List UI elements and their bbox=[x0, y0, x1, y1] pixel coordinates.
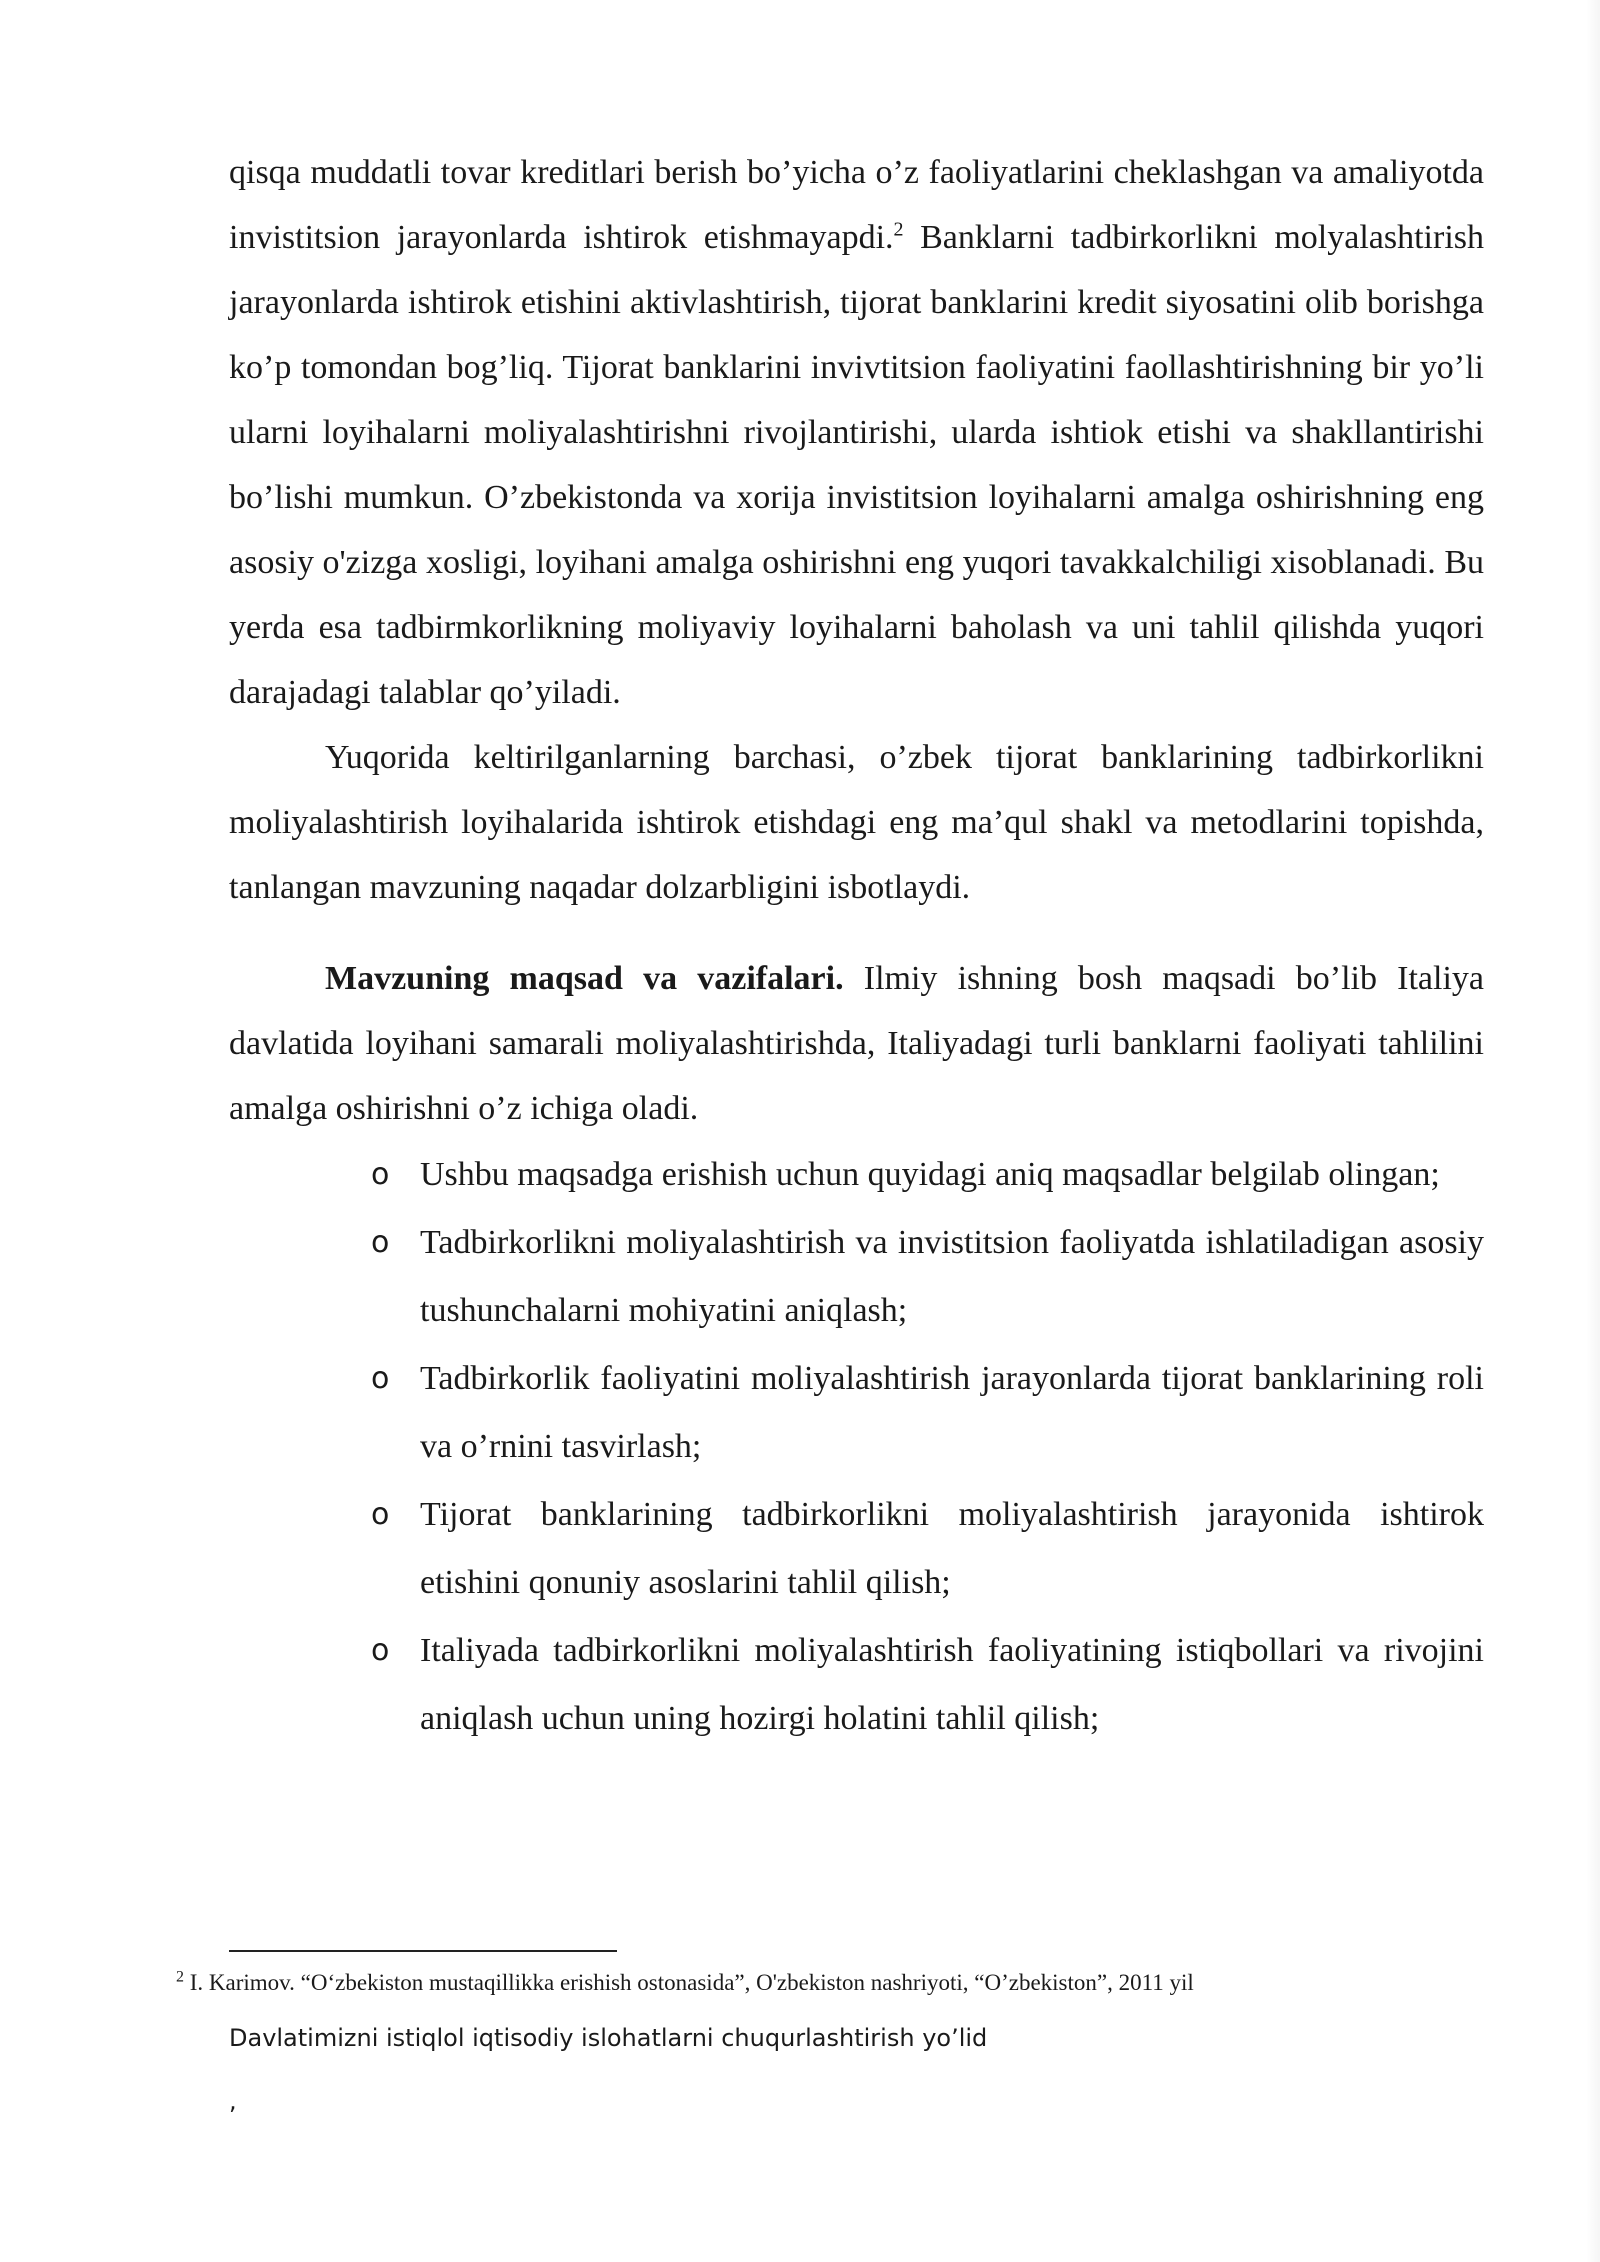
footnote-reference[interactable]: 2 bbox=[893, 218, 904, 241]
document-page bbox=[229, 140, 1484, 1753]
list-item-text: Tadbirkorlik faoliyatini moliyalashtirish jarayonlarda tijorat banklarining roli va o’rnini tasvirlash; bbox=[420, 1360, 1484, 1465]
objectives-list bbox=[229, 1141, 1484, 1753]
footnote-text: I. Karimov. “O‘zbekiston mustaqillikka erishish ostonasida”, O'zbekiston nashriyoti, “O’zbekiston”, 2011 yil bbox=[184, 1970, 1194, 1995]
bullet-icon: o bbox=[371, 1157, 390, 1192]
bullet-icon: o bbox=[371, 1225, 390, 1260]
paragraph-1-text: qisqa muddatli tovar kreditlari berish bo’yicha o’z faoliyatlarini cheklashgan va amaliyotda invistitsion jarayonlarda ishtirok etishmayapdi. bbox=[229, 154, 1484, 256]
body-paragraph-3 bbox=[229, 946, 1484, 1141]
bullet-icon: o bbox=[371, 1633, 390, 1668]
paragraph-1-rest: Banklarni tadbirkorlikni molyalashtirish jarayonlarda ishtirok etishini aktivlashtirish, tijorat banklarini kredit siyosatini olib borishga ko’p tomondan bog’liq. Tijorat banklarini invivtitsion faoliyatini faollashtirishning bir yo’li ularni loyihalarni moliyalashtirishni rivojlantirishi, ularda ishtiok etishi va shakllantirishi bo’lishi mumkun. O’zbekistonda va xorija invistitsion loyihalarni amalga oshirishning eng asosiy o'zizga xosligi, loyihani amalga oshirishni eng yuqori tavakkalchiligi xisoblanadi. Bu yerda esa tadbirmkorlikning moliyaviy loyihalarni baholash va uni tahlil qilishda yuqori darajadagi talablar qo’yiladi. bbox=[229, 219, 1484, 711]
section-heading: Mavzuning maqsad va vazifalari. bbox=[325, 960, 844, 997]
footnote-divider bbox=[229, 1950, 617, 1952]
body-paragraph-2: Yuqorida keltirilganlarning barchasi, o’zbek tijorat banklarining tadbirkorlikni moliyalashtirish loyihalarida ishtirok etishdagi eng ma’qul shakl va metodlarini topishda, tanlangan mavzuning naqadar dolzarbligini isbotlaydi. bbox=[229, 739, 1484, 906]
bullet-icon: o bbox=[371, 1497, 390, 1532]
bullet-icon: o bbox=[371, 1361, 390, 1396]
list-item bbox=[229, 1617, 1484, 1753]
footnote-number: 2 bbox=[176, 1968, 184, 1986]
footnote-continuation: Davlatimizni istiqlol iqtisodiy islohatlarni chuqurlashtirish yo’lid bbox=[229, 2024, 988, 2052]
list-item bbox=[229, 1209, 1484, 1345]
page-edge-shadow bbox=[1586, 0, 1600, 2262]
list-item-text: Ushbu maqsadga erishish uchun quyidagi aniq maqsadlar belgilab olingan; bbox=[420, 1156, 1440, 1193]
list-item bbox=[229, 1481, 1484, 1617]
paragraph-3-text: Ilmiy ishning bosh maqsadi bo’lib Italiya davlatida loyihani samarali moliyalashtirishda, Italiyadagi turli banklarni faoliyati tahlilini amalga oshirishni o’z ichiga oladi. bbox=[229, 960, 1484, 1127]
body-paragraph-1 bbox=[229, 140, 1484, 725]
list-item-text: Tadbirkorlikni moliyalashtirish va invistitsion faoliyatda ishlatiladigan asosiy tushunchalarni mohiyatini aniqlash; bbox=[420, 1224, 1484, 1329]
footnote-trailing-mark: , bbox=[229, 2087, 237, 2115]
list-item bbox=[229, 1345, 1484, 1481]
list-item-text: Italiyada tadbirkorlikni moliyalashtirish faoliyatining istiqbollari va rivojini aniqlash uchun uning hozirgi holatini tahlil qilish; bbox=[420, 1632, 1484, 1737]
footnote bbox=[176, 1968, 1194, 1998]
list-item-text: Tijorat banklarining tadbirkorlikni moliyalashtirish jarayonida ishtirok etishini qonuniy asoslarini tahlil qilish; bbox=[420, 1496, 1484, 1601]
list-item bbox=[229, 1141, 1484, 1209]
